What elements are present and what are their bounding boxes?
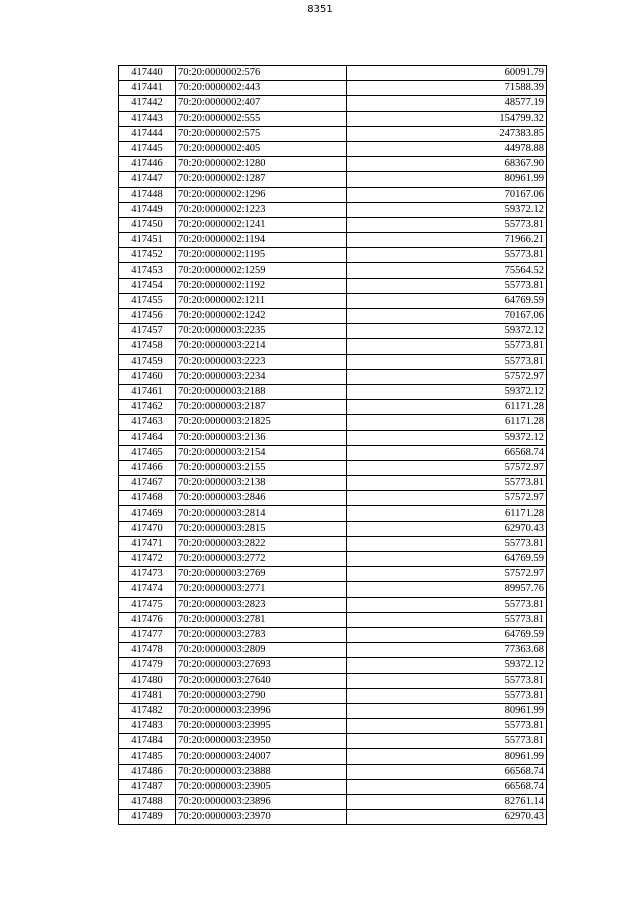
cadastral-number-cell: 70:20:0000002:1223 (176, 202, 347, 217)
table-row (119, 324, 547, 339)
table-row (119, 552, 547, 567)
cadastral-value-cell: 59372.12 (347, 384, 547, 399)
row-number-cell: 417475 (119, 597, 176, 612)
cadastral-number-cell: 70:20:0000003:24007 (176, 749, 347, 764)
table-row (119, 779, 547, 794)
table-row (119, 233, 547, 248)
row-number-cell: 417486 (119, 764, 176, 779)
cadastral-value-cell: 59372.12 (347, 430, 547, 445)
table-row (119, 172, 547, 187)
cadastral-number-cell: 70:20:0000003:2783 (176, 627, 347, 642)
table-row (119, 627, 547, 642)
cadastral-number-cell: 70:20:0000003:2235 (176, 324, 347, 339)
cadastral-number-cell: 70:20:0000003:2769 (176, 567, 347, 582)
row-number-cell: 417469 (119, 506, 176, 521)
cadastral-value-cell: 247383.85 (347, 126, 547, 141)
row-number-cell: 417442 (119, 96, 176, 111)
cadastral-number-cell: 70:20:0000003:23996 (176, 703, 347, 718)
table-row (119, 612, 547, 627)
cadastral-value-cell: 57572.97 (347, 460, 547, 475)
cadastral-number-cell: 70:20:0000003:2822 (176, 536, 347, 551)
cadastral-number-cell: 70:20:0000002:405 (176, 141, 347, 156)
table-row (119, 506, 547, 521)
cadastral-number-cell: 70:20:0000003:23995 (176, 719, 347, 734)
row-number-cell: 417467 (119, 476, 176, 491)
row-number-cell: 417455 (119, 293, 176, 308)
row-number-cell: 417473 (119, 567, 176, 582)
cadastral-value-cell: 66568.74 (347, 779, 547, 794)
row-number-cell: 417448 (119, 187, 176, 202)
cadastral-number-cell: 70:20:0000002:1194 (176, 233, 347, 248)
table-row (119, 278, 547, 293)
row-number-cell: 417440 (119, 66, 176, 81)
cadastral-number-cell: 70:20:0000002:575 (176, 126, 347, 141)
cadastral-value-table (118, 65, 547, 825)
cadastral-value-cell: 57572.97 (347, 369, 547, 384)
row-number-cell: 417450 (119, 217, 176, 232)
cadastral-value-cell: 59372.12 (347, 202, 547, 217)
row-number-cell: 417468 (119, 491, 176, 506)
table-row (119, 536, 547, 551)
cadastral-number-cell: 70:20:0000003:23970 (176, 810, 347, 825)
row-number-cell: 417466 (119, 460, 176, 475)
table-row (119, 309, 547, 324)
cadastral-number-cell: 70:20:0000003:2155 (176, 460, 347, 475)
table-row (119, 749, 547, 764)
table-row (119, 369, 547, 384)
table-row (119, 263, 547, 278)
table-row (119, 688, 547, 703)
cadastral-value-cell: 55773.81 (347, 339, 547, 354)
cadastral-value-cell: 57572.97 (347, 491, 547, 506)
row-number-cell: 417474 (119, 582, 176, 597)
row-number-cell: 417488 (119, 795, 176, 810)
table-row (119, 141, 547, 156)
row-number-cell: 417476 (119, 612, 176, 627)
cadastral-number-cell: 70:20:0000003:2136 (176, 430, 347, 445)
cadastral-number-cell: 70:20:0000002:1242 (176, 309, 347, 324)
row-number-cell: 417447 (119, 172, 176, 187)
cadastral-number-cell: 70:20:0000002:407 (176, 96, 347, 111)
cadastral-value-cell: 55773.81 (347, 354, 547, 369)
table-row (119, 491, 547, 506)
row-number-cell: 417453 (119, 263, 176, 278)
page-number: 8351 (307, 4, 333, 15)
row-number-cell: 417470 (119, 521, 176, 536)
cadastral-number-cell: 70:20:0000002:443 (176, 81, 347, 96)
cadastral-number-cell: 70:20:0000003:2790 (176, 688, 347, 703)
cadastral-number-cell: 70:20:0000003:2809 (176, 643, 347, 658)
table-row (119, 445, 547, 460)
table-row (119, 339, 547, 354)
cadastral-number-cell: 70:20:0000002:1296 (176, 187, 347, 202)
cadastral-value-cell: 68367.90 (347, 157, 547, 172)
table-row (119, 673, 547, 688)
table-row (119, 734, 547, 749)
table-body (119, 66, 547, 825)
cadastral-value-cell: 55773.81 (347, 536, 547, 551)
table-row (119, 703, 547, 718)
row-number-cell: 417471 (119, 536, 176, 551)
cadastral-value-cell: 77363.68 (347, 643, 547, 658)
cadastral-value-cell: 55773.81 (347, 719, 547, 734)
cadastral-value-cell: 70167.06 (347, 309, 547, 324)
cadastral-value-cell: 89957.76 (347, 582, 547, 597)
cadastral-value-cell: 82761.14 (347, 795, 547, 810)
cadastral-value-cell: 55773.81 (347, 597, 547, 612)
row-number-cell: 417465 (119, 445, 176, 460)
cadastral-value-cell: 55773.81 (347, 217, 547, 232)
cadastral-value-cell: 64769.59 (347, 552, 547, 567)
table-row (119, 248, 547, 263)
cadastral-value-cell: 55773.81 (347, 476, 547, 491)
cadastral-value-cell: 71966.21 (347, 233, 547, 248)
row-number-cell: 417443 (119, 111, 176, 126)
row-number-cell: 417458 (119, 339, 176, 354)
table-row (119, 460, 547, 475)
row-number-cell: 417456 (119, 309, 176, 324)
cadastral-value-cell: 55773.81 (347, 688, 547, 703)
row-number-cell: 417483 (119, 719, 176, 734)
row-number-cell: 417484 (119, 734, 176, 749)
cadastral-value-cell: 62970.43 (347, 810, 547, 825)
cadastral-value-cell: 71588.39 (347, 81, 547, 96)
cadastral-number-cell: 70:20:0000003:2823 (176, 597, 347, 612)
cadastral-number-cell: 70:20:0000003:2814 (176, 506, 347, 521)
row-number-cell: 417480 (119, 673, 176, 688)
cadastral-number-cell: 70:20:0000003:2223 (176, 354, 347, 369)
table-row (119, 810, 547, 825)
row-number-cell: 417477 (119, 627, 176, 642)
table-row (119, 597, 547, 612)
cadastral-value-cell: 55773.81 (347, 734, 547, 749)
cadastral-value-cell: 62970.43 (347, 521, 547, 536)
row-number-cell: 417460 (119, 369, 176, 384)
cadastral-value-cell: 75564.52 (347, 263, 547, 278)
cadastral-number-cell: 70:20:0000003:23905 (176, 779, 347, 794)
cadastral-number-cell: 70:20:0000003:23896 (176, 795, 347, 810)
row-number-cell: 417462 (119, 400, 176, 415)
table-row (119, 719, 547, 734)
row-number-cell: 417489 (119, 810, 176, 825)
row-number-cell: 417464 (119, 430, 176, 445)
cadastral-number-cell: 70:20:0000003:2234 (176, 369, 347, 384)
table-row (119, 354, 547, 369)
row-number-cell: 417445 (119, 141, 176, 156)
cadastral-value-cell: 55773.81 (347, 248, 547, 263)
row-number-cell: 417451 (119, 233, 176, 248)
row-number-cell: 417457 (119, 324, 176, 339)
cadastral-number-cell: 70:20:0000003:2772 (176, 552, 347, 567)
table-row (119, 66, 547, 81)
cadastral-number-cell: 70:20:0000003:2154 (176, 445, 347, 460)
cadastral-value-cell: 59372.12 (347, 658, 547, 673)
table-row (119, 157, 547, 172)
table-row (119, 795, 547, 810)
cadastral-number-cell: 70:20:0000002:1195 (176, 248, 347, 263)
cadastral-value-cell: 55773.81 (347, 612, 547, 627)
cadastral-value-cell: 64769.59 (347, 293, 547, 308)
cadastral-number-cell: 70:20:0000003:2138 (176, 476, 347, 491)
cadastral-number-cell: 70:20:0000003:2771 (176, 582, 347, 597)
row-number-cell: 417472 (119, 552, 176, 567)
cadastral-number-cell: 70:20:0000002:1287 (176, 172, 347, 187)
cadastral-value-cell: 61171.28 (347, 415, 547, 430)
table-row (119, 643, 547, 658)
cadastral-value-cell: 57572.97 (347, 567, 547, 582)
table-row (119, 293, 547, 308)
cadastral-value-cell: 55773.81 (347, 278, 547, 293)
cadastral-value-cell: 44978.88 (347, 141, 547, 156)
row-number-cell: 417449 (119, 202, 176, 217)
cadastral-value-cell: 61171.28 (347, 506, 547, 521)
table-row (119, 476, 547, 491)
cadastral-number-cell: 70:20:0000002:555 (176, 111, 347, 126)
table-row (119, 521, 547, 536)
row-number-cell: 417485 (119, 749, 176, 764)
cadastral-value-cell: 80961.99 (347, 703, 547, 718)
cadastral-number-cell: 70:20:0000003:2846 (176, 491, 347, 506)
table-row (119, 430, 547, 445)
row-number-cell: 417452 (119, 248, 176, 263)
table-row (119, 400, 547, 415)
table-row (119, 187, 547, 202)
table-row (119, 567, 547, 582)
table-row (119, 96, 547, 111)
row-number-cell: 417459 (119, 354, 176, 369)
cadastral-number-cell: 70:20:0000002:576 (176, 66, 347, 81)
table-row (119, 202, 547, 217)
row-number-cell: 417481 (119, 688, 176, 703)
table-row (119, 582, 547, 597)
row-number-cell: 417446 (119, 157, 176, 172)
table-row (119, 217, 547, 232)
cadastral-number-cell: 70:20:0000003:2187 (176, 400, 347, 415)
table-row (119, 415, 547, 430)
cadastral-value-cell: 80961.99 (347, 749, 547, 764)
row-number-cell: 417479 (119, 658, 176, 673)
table-row (119, 384, 547, 399)
table-row (119, 111, 547, 126)
cadastral-value-cell: 60091.79 (347, 66, 547, 81)
cadastral-number-cell: 70:20:0000003:23888 (176, 764, 347, 779)
cadastral-number-cell: 70:20:0000002:1280 (176, 157, 347, 172)
cadastral-number-cell: 70:20:0000002:1211 (176, 293, 347, 308)
row-number-cell: 417454 (119, 278, 176, 293)
cadastral-number-cell: 70:20:0000003:21825 (176, 415, 347, 430)
table-row (119, 658, 547, 673)
cadastral-value-cell: 80961.99 (347, 172, 547, 187)
cadastral-number-cell: 70:20:0000003:2815 (176, 521, 347, 536)
row-number-cell: 417463 (119, 415, 176, 430)
cadastral-number-cell: 70:20:0000003:23950 (176, 734, 347, 749)
cadastral-number-cell: 70:20:0000002:1259 (176, 263, 347, 278)
cadastral-value-cell: 55773.81 (347, 673, 547, 688)
cadastral-number-cell: 70:20:0000003:27693 (176, 658, 347, 673)
table-row (119, 81, 547, 96)
row-number-cell: 417441 (119, 81, 176, 96)
cadastral-value-cell: 59372.12 (347, 324, 547, 339)
cadastral-value-cell: 154799.32 (347, 111, 547, 126)
cadastral-value-cell: 64769.59 (347, 627, 547, 642)
cadastral-value-cell: 70167.06 (347, 187, 547, 202)
row-number-cell: 417482 (119, 703, 176, 718)
cadastral-number-cell: 70:20:0000003:2781 (176, 612, 347, 627)
cadastral-value-cell: 61171.28 (347, 400, 547, 415)
table-row (119, 126, 547, 141)
cadastral-number-cell: 70:20:0000003:2188 (176, 384, 347, 399)
table-row (119, 764, 547, 779)
row-number-cell: 417461 (119, 384, 176, 399)
cadastral-value-cell: 66568.74 (347, 764, 547, 779)
cadastral-number-cell: 70:20:0000003:27640 (176, 673, 347, 688)
row-number-cell: 417478 (119, 643, 176, 658)
cadastral-value-cell: 48577.19 (347, 96, 547, 111)
row-number-cell: 417487 (119, 779, 176, 794)
cadastral-number-cell: 70:20:0000003:2214 (176, 339, 347, 354)
cadastral-value-cell: 66568.74 (347, 445, 547, 460)
row-number-cell: 417444 (119, 126, 176, 141)
cadastral-number-cell: 70:20:0000002:1241 (176, 217, 347, 232)
cadastral-number-cell: 70:20:0000002:1192 (176, 278, 347, 293)
